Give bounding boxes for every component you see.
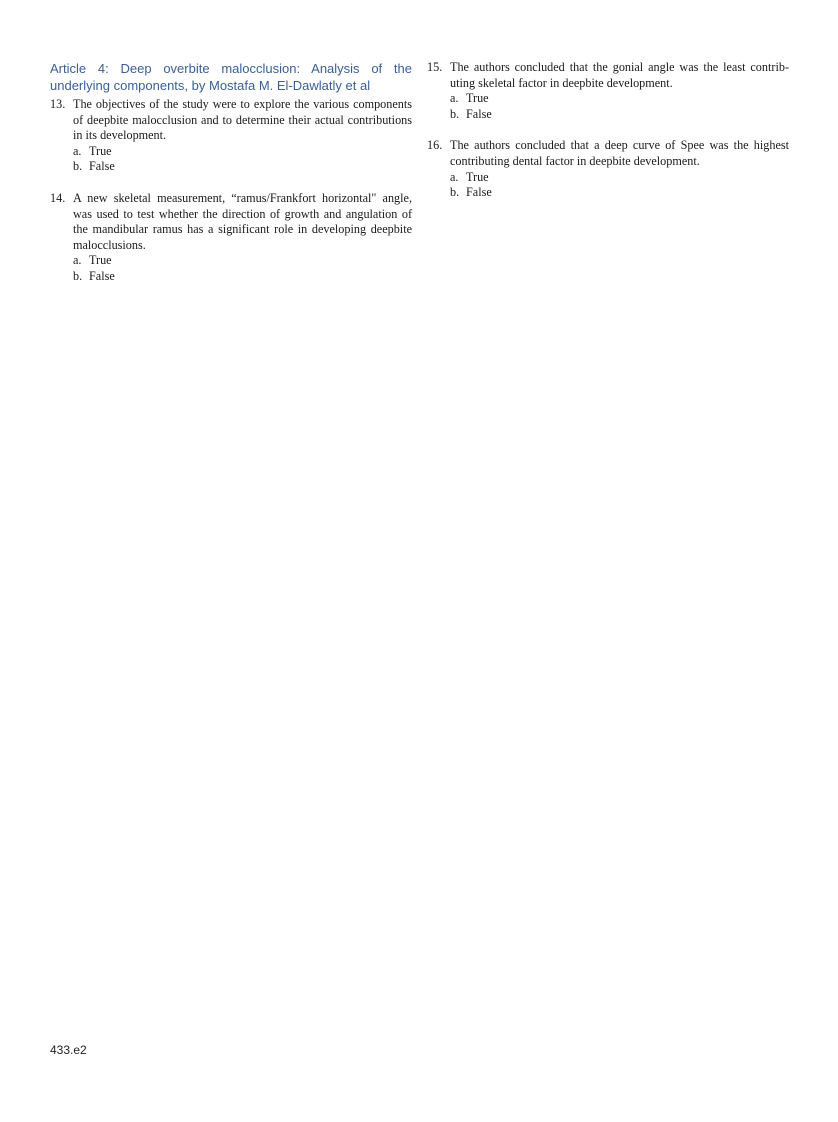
option-label: False [89,159,115,174]
question-number: 14. [50,190,66,205]
option-letter: a. [73,143,82,158]
answer-options [450,91,789,122]
question-text: The objectives of the study were to explore the various components of deepbite malocclusion and to determine their actual contributions in its development. [73,97,412,143]
answer-option[interactable] [73,144,412,160]
question-16 [427,138,789,200]
question-text: A new skeletal measurement, “ramus/Frankfort horizontal" angle, was used to test whether the direction of growth and angulation of the mandibular ramus has a significant role in developing deepbite malocclusions. [73,190,412,252]
question-number: 16. [427,138,443,153]
option-label: True [89,143,112,158]
option-label: True [89,253,112,268]
question-text: The authors concluded that a deep curve of Spee was the highest contributing dental factor in deepbite development. [450,138,789,168]
answer-option[interactable] [450,91,789,107]
answer-options [73,144,412,175]
option-letter: a. [450,91,459,106]
option-label: True [466,169,489,184]
option-label: False [466,185,492,200]
option-letter: a. [450,169,459,184]
question-number: 15. [427,60,443,74]
option-letter: b. [450,185,460,200]
right-column [427,60,789,201]
option-letter: b. [450,106,460,121]
question-13 [50,97,412,175]
page-number: 433.e2 [50,1043,87,1057]
left-column [50,60,412,285]
option-label: False [466,106,492,121]
answer-options [73,253,412,284]
answer-option[interactable] [450,107,789,123]
answer-options [450,170,789,201]
question-15 [427,60,789,122]
answer-option[interactable] [73,269,412,285]
question-number: 13. [50,97,66,111]
option-label: True [466,91,489,106]
question-text: The authors concluded that the gonial angle was the least contributing skeletal factor in deepbite development. [450,60,789,90]
option-letter: a. [73,253,82,268]
answer-option[interactable] [450,185,789,201]
option-letter: b. [73,268,83,283]
answer-option[interactable] [73,253,412,269]
option-letter: b. [73,159,83,174]
answer-option[interactable] [73,159,412,175]
option-label: False [89,268,115,283]
question-14 [50,191,412,285]
article-heading: Article 4: Deep overbite malocclusion: Analysis of the underlying components, by Mostafa M. El-Dawlatly et al [50,61,412,93]
answer-option[interactable] [450,170,789,186]
